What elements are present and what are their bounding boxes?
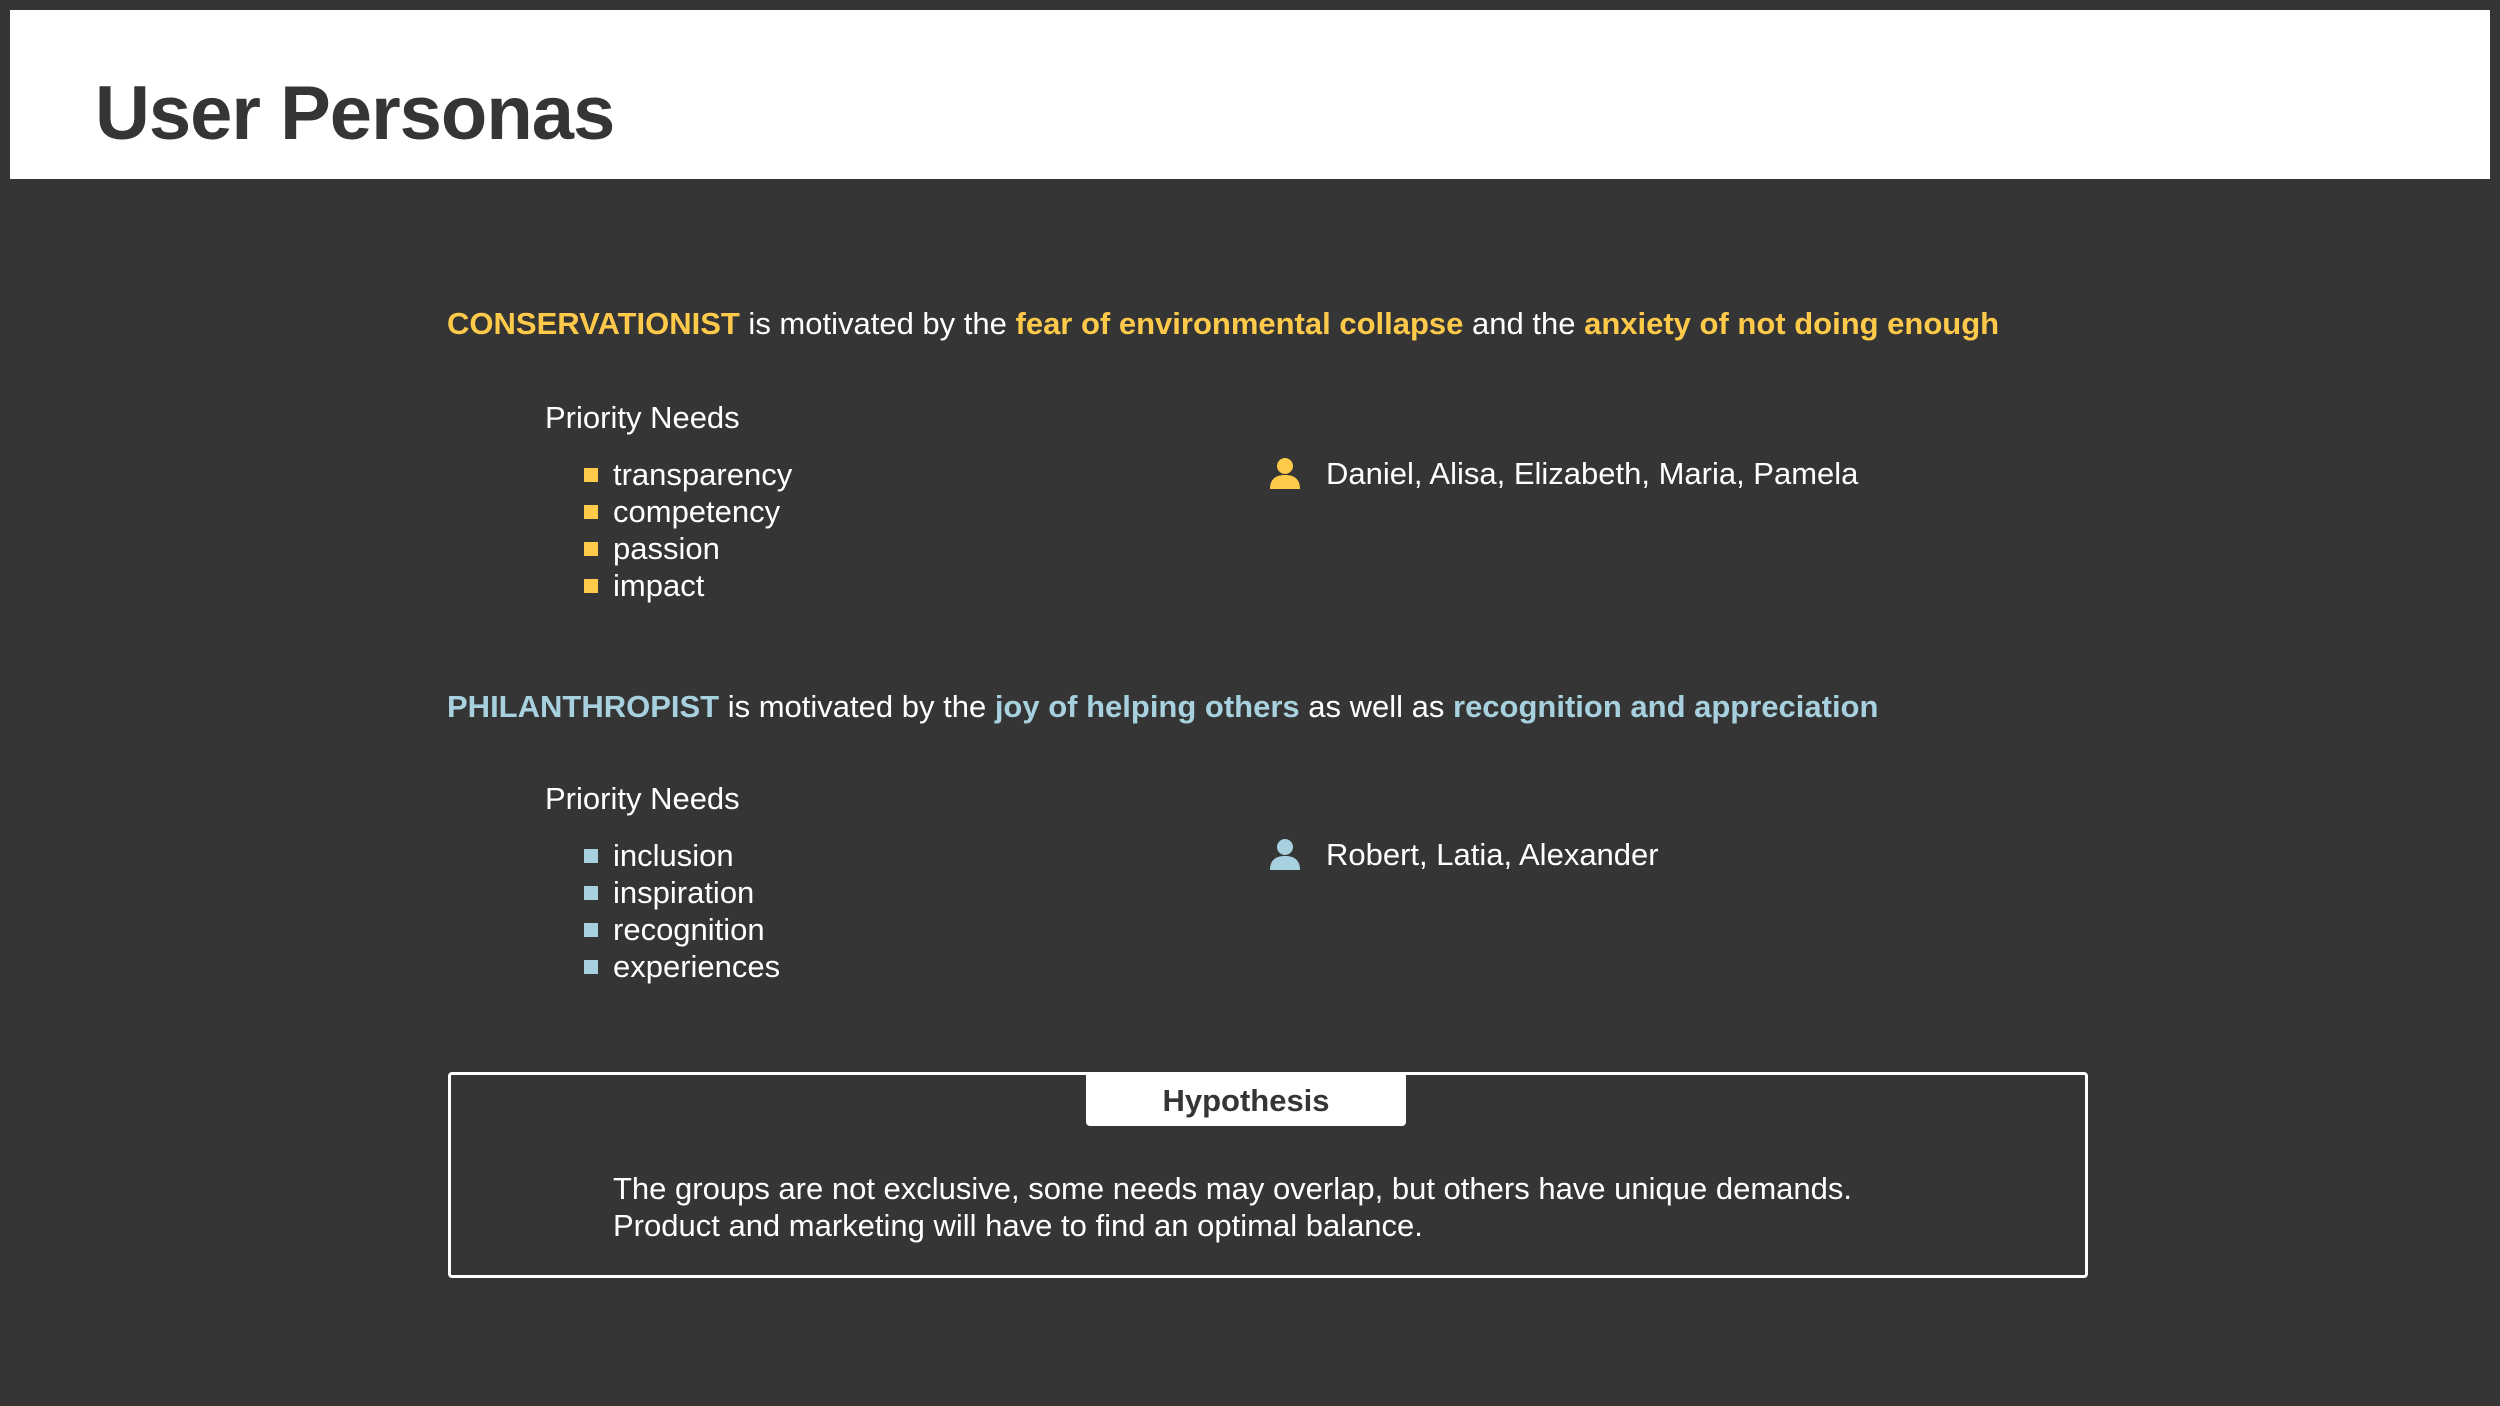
priority-needs-list	[584, 837, 780, 985]
list-item	[584, 948, 780, 985]
square-bullet-icon	[584, 849, 598, 863]
persona-members-names: Robert, Latia, Alexander	[1326, 836, 1659, 872]
persona-members	[1268, 456, 1858, 490]
list-item	[584, 493, 792, 530]
persona-headline-philanthropist	[447, 691, 1878, 722]
need-label: inclusion	[613, 838, 734, 873]
persona-motivation: joy of helping others	[994, 689, 1300, 724]
list-item	[584, 911, 780, 948]
priority-needs-title: Priority Needs	[545, 781, 740, 816]
priority-needs-title: Priority Needs	[545, 400, 740, 435]
headline-connector: is motivated by the	[739, 306, 1016, 341]
need-label: experiences	[613, 949, 781, 984]
need-label: impact	[613, 568, 705, 603]
headline-connector: as well as	[1299, 689, 1453, 724]
hypothesis-line: Product and marketing will have to find an optimal balance.	[613, 1208, 1423, 1243]
square-bullet-icon	[584, 505, 598, 519]
page-title: User Personas	[95, 71, 615, 156]
square-bullet-icon	[584, 886, 598, 900]
square-bullet-icon	[584, 923, 598, 937]
person-icon	[1268, 837, 1302, 871]
persona-headline-conservationist	[447, 308, 1999, 339]
title-bar	[10, 10, 2490, 179]
list-item	[584, 837, 780, 874]
need-label: inspiration	[613, 875, 755, 910]
square-bullet-icon	[584, 960, 598, 974]
persona-name: CONSERVATIONIST	[447, 306, 740, 341]
persona-motivation: fear of environmental collapse	[1015, 306, 1464, 341]
list-item	[584, 456, 792, 493]
hypothesis-text	[613, 1170, 1852, 1244]
list-item	[584, 530, 792, 567]
priority-needs-list	[584, 456, 792, 604]
headline-connector: is motivated by the	[719, 689, 995, 724]
square-bullet-icon	[584, 579, 598, 593]
headline-connector: and the	[1463, 306, 1585, 341]
square-bullet-icon	[584, 468, 598, 482]
need-label: recognition	[613, 912, 765, 947]
persona-motivation: anxiety of not doing enough	[1584, 306, 2000, 341]
need-label: transparency	[613, 457, 793, 492]
persona-name: PHILANTHROPIST	[447, 689, 720, 724]
persona-members	[1268, 837, 1659, 871]
list-item	[584, 874, 780, 911]
square-bullet-icon	[584, 542, 598, 556]
need-label: competency	[613, 494, 781, 529]
person-icon	[1268, 456, 1302, 490]
need-label: passion	[613, 531, 720, 566]
persona-members-names: Daniel, Alisa, Elizabeth, Maria, Pamela	[1326, 455, 1859, 491]
hypothesis-line: The groups are not exclusive, some needs may overlap, but others have unique demands.	[613, 1171, 1853, 1206]
hypothesis-title: Hypothesis	[1086, 1075, 1406, 1126]
persona-motivation: recognition and appreciation	[1453, 689, 1879, 724]
list-item	[584, 567, 792, 604]
